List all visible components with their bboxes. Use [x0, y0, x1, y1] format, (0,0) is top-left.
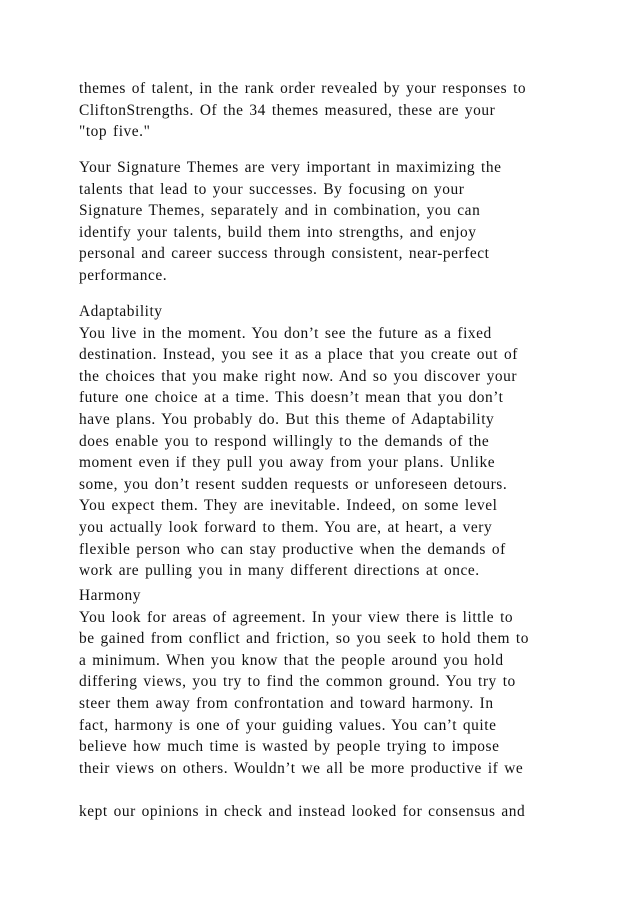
signature-line: personal and career success through consistent, near-perfect: [79, 245, 490, 263]
adaptability-line: You live in the moment. You don’t see the future as a fixed: [79, 324, 492, 342]
adaptability-heading: Adaptability: [79, 303, 163, 320]
adaptability-line: some, you don’t resent sudden requests or unforeseen detours.: [79, 475, 508, 493]
harmony-line: believe how much time is wasted by people trying to impose: [79, 738, 500, 756]
adaptability-section: [79, 301, 599, 582]
adaptability-line: you actually look forward to them. You are, at heart, a very: [79, 518, 493, 536]
signature-themes-paragraph: [79, 157, 599, 287]
harmony-section: [79, 585, 599, 779]
harmony-line: their views on others. Wouldn’t we all be more productive if we: [79, 759, 524, 777]
harmony-line: be gained from conflict and friction, so you seek to hold them to: [79, 630, 529, 648]
adaptability-line: does enable you to respond willingly to the demands of the: [79, 432, 490, 450]
harmony-line: steer them away from confrontation and toward harmony. In: [79, 694, 494, 712]
adaptability-line: You expect them. They are inevitable. Indeed, on some level: [79, 497, 498, 515]
intro-line: themes of talent, in the rank order revealed by your responses to: [79, 80, 527, 97]
signature-line: Your Signature Themes are very important in maximizing the: [79, 159, 502, 176]
signature-line: Signature Themes, separately and in combination, you can: [79, 202, 481, 220]
signature-line: performance.: [79, 266, 168, 284]
adaptability-line: flexible person who can stay productive when the demands of: [79, 540, 506, 558]
adaptability-line: future one choice at a time. This doesn’t mean that you don’t: [79, 389, 504, 407]
adaptability-line: the choices that you make right now. And so you discover your: [79, 367, 518, 385]
intro-paragraph: [79, 78, 599, 143]
harmony-line: differing views, you try to find the common ground. You try to: [79, 673, 516, 691]
harmony-line: You look for areas of agreement. In your view there is little to: [79, 608, 514, 626]
harmony-continuation: [79, 801, 599, 823]
harmony-line: fact, harmony is one of your guiding values. You can’t quite: [79, 716, 497, 734]
harmony-heading: Harmony: [79, 587, 141, 604]
intro-line: "top five.": [79, 123, 151, 141]
signature-line: talents that lead to your successes. By focusing on your: [79, 180, 465, 198]
harmony-line: a minimum. When you know that the people around you hold: [79, 651, 504, 669]
adaptability-line: have plans. You probably do. But this theme of Adaptability: [79, 410, 495, 428]
intro-line: CliftonStrengths. Of the 34 themes measured, these are your: [79, 101, 496, 119]
adaptability-line: moment even if they pull you away from your plans. Unlike: [79, 454, 496, 472]
harmony-continuation-line: kept our opinions in check and instead looked for consensus and: [79, 803, 526, 820]
adaptability-line: work are pulling you in many different directions at once.: [79, 562, 480, 580]
adaptability-line: destination. Instead, you see it as a place that you create out of: [79, 346, 518, 364]
signature-line: identify your talents, build them into strengths, and enjoy: [79, 223, 477, 241]
